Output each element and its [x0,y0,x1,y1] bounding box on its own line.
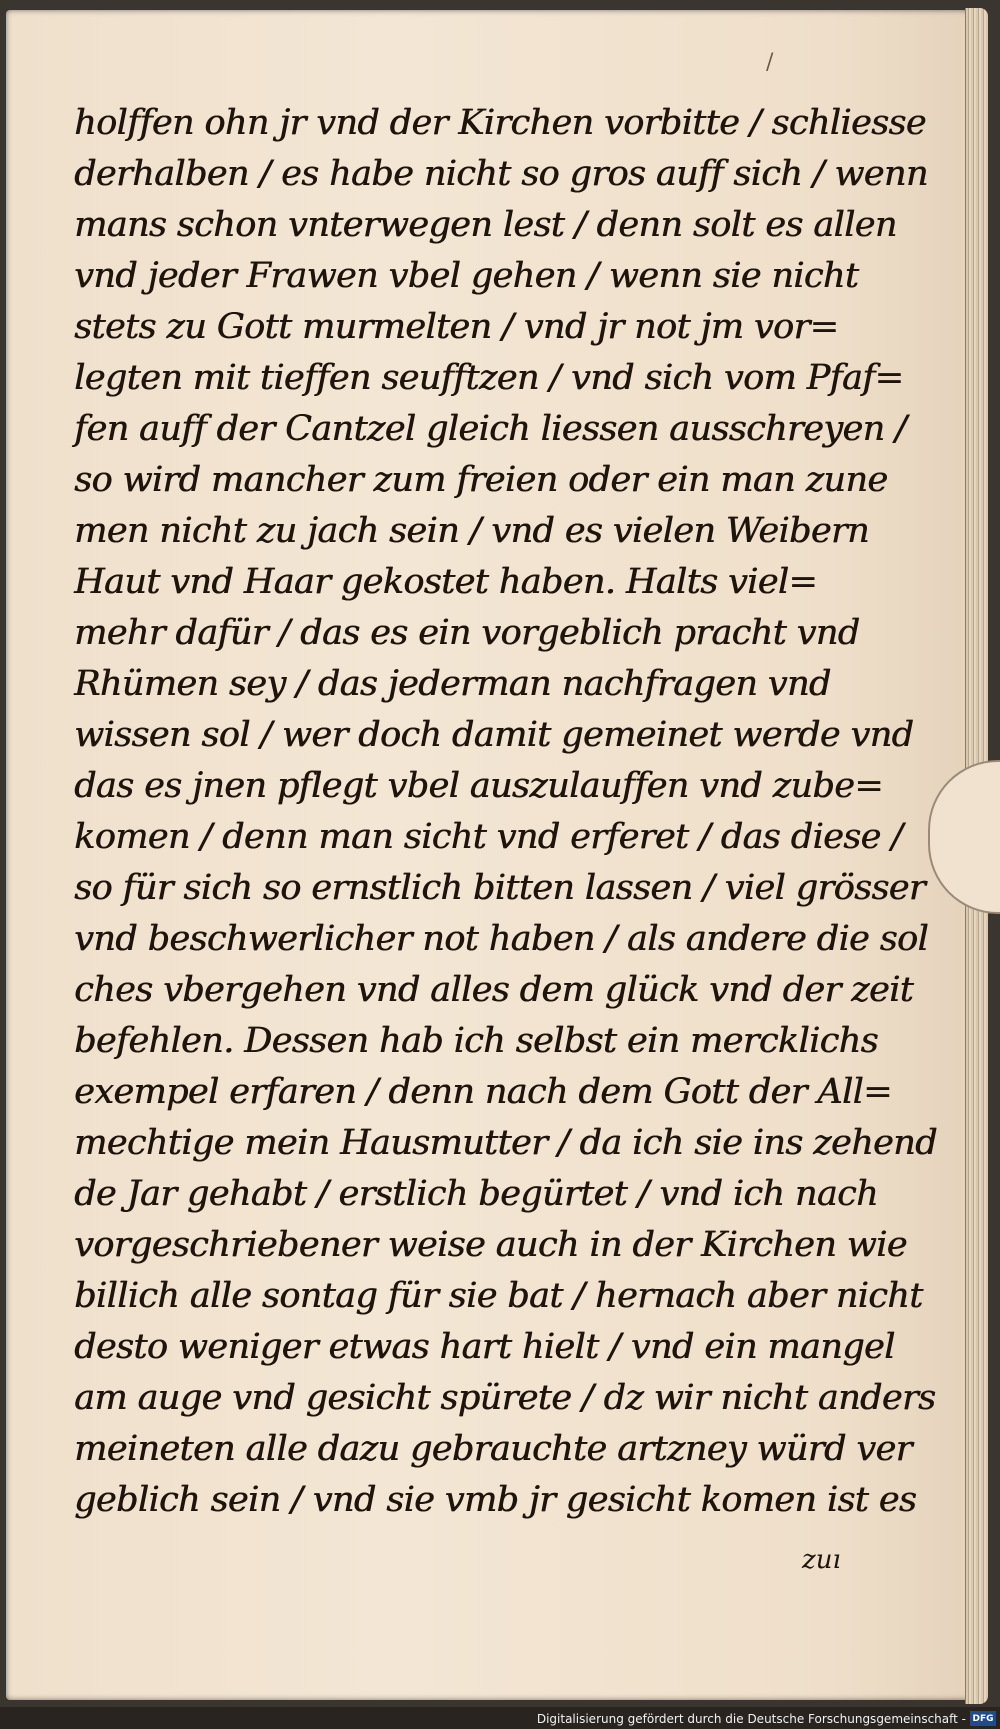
text-line: derhalben / es habe nicht so gros auff sich / wenn [74,154,928,194]
text-line: so wird mancher zum freien oder ein man zune [74,460,888,500]
text-line: geblich sein / vnd sie vmb jr gesicht komen ist es [74,1480,917,1520]
text-line: Haut vnd Haar gekostet haben. Halts viel= [74,562,818,602]
dfg-logo: DFG [970,1711,996,1726]
text-line: mechtige mein Hausmutter / da ich sie ins zehend [74,1123,937,1163]
catchword: zuı [802,1545,841,1575]
text-line: desto weniger etwas hart hielt / vnd ein mangel [74,1327,895,1367]
text-line: vnd jeder Frawen vbel gehen / wenn sie nicht [74,256,859,296]
text-line: Rhümen sey / das jederman nachfragen vnd [74,664,831,704]
footer-bar [0,1707,1000,1729]
footer-credit: Digitalisierung gefördert durch die Deutsche Forschungsgemeinschaft - [536,1712,966,1726]
text-line: komen / denn man sicht vnd erferet / das diese / [74,817,903,857]
text-line: mans schon vnterwegen lest / denn solt es allen [74,205,897,245]
text-line: men nicht zu jach sein / vnd es vielen Weibern [74,511,869,551]
text-line: holffen ohn jr vnd der Kirchen vorbitte / schliesse [74,103,926,143]
text-line: exempel erfaren / denn nach dem Gott der All= [74,1072,892,1112]
text-line: wissen sol / wer doch damit gemeinet werde vnd [74,715,914,755]
page-text [74,98,937,1526]
text-line: am auge vnd gesicht spürete / dz wir nicht anders [74,1378,936,1418]
text-line: ches vbergehen vnd alles dem glück vnd der zeit [74,970,914,1010]
book-page [6,10,974,1700]
text-line: mehr dafür / das es ein vorgeblich pracht vnd [74,613,860,653]
text-line: meineten alle dazu gebrauchte artzney würd ver [74,1429,912,1469]
text-line: so für sich so ernstlich bitten lassen / viel grösser [74,868,925,908]
text-line: befehlen. Dessen hab ich selbst ein mercklichs [74,1021,878,1061]
text-line: das es jnen pflegt vbel auszulauffen vnd zube= [74,766,883,806]
text-line: de Jar gehabt / erstlich begürtet / vnd ich nach [74,1174,878,1214]
text-line: legten mit tieffen seufftzen / vnd sich vom Pfaf= [74,358,904,398]
text-line: fen auff der Cantzel gleich liessen ausschreyen / [74,409,907,449]
corner-mark: / [766,50,774,75]
text-line: vorgeschriebener weise auch in der Kirchen wie [74,1225,907,1265]
text-line: billich alle sontag für sie bat / hernach aber nicht [74,1276,923,1316]
text-line: vnd beschwerlicher not haben / als andere die sol [74,919,928,959]
text-line: stets zu Gott murmelten / vnd jr not jm vor= [74,307,839,347]
